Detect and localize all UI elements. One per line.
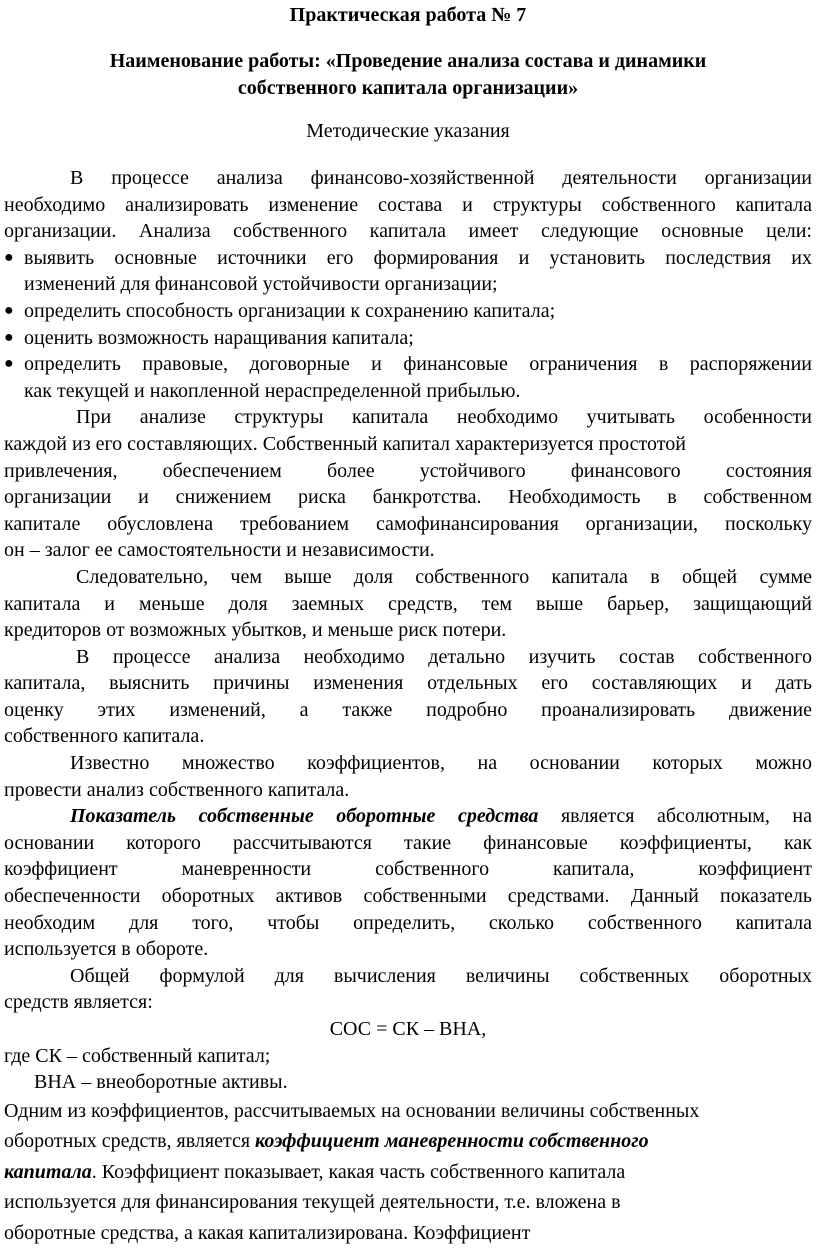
- p6-line-6: используется в обороте.: [4, 938, 209, 961]
- formula: СОС = СК – ВНА,: [329, 1018, 487, 1040]
- p6-line-4: обеспеченности оборотных активов собственными средствами. Данный показатель: [4, 885, 812, 908]
- p7-line-2: средств является:: [4, 991, 153, 1014]
- bullet-icon: ●: [4, 328, 14, 346]
- goal-4-line-1: определить правовые, договорные и финансовые ограничения в распоряжении: [24, 353, 812, 376]
- p6-line-2: основании которого рассчитываются такие финансовые коэффициенты, как: [4, 831, 812, 854]
- p8-line-2-plain: оборотных средств, является: [4, 1130, 256, 1153]
- intro-line-2: необходимо анализировать изменение состава и структуры собственного капитала: [4, 193, 812, 216]
- goal-2: определить способность организации к сохранению капитала;: [24, 299, 556, 322]
- p2-line-3: привлечения, обеспечением более устойчивого финансового состояния: [4, 459, 812, 482]
- p8-line-3: [4, 1157, 812, 1188]
- intro-line-3: организации. Анализа собственного капитала имеет следующие основные цели:: [4, 220, 812, 243]
- bullet-icon: ●: [4, 248, 14, 266]
- list-item: [4, 298, 812, 325]
- p4-line-2: капитала, выяснить причины изменения отдельных его составляющих и дать: [4, 672, 812, 695]
- work-name: [0, 48, 816, 102]
- p2-line-6: он – залог ее самостоятельности и независимости.: [4, 539, 435, 562]
- goal-3: оценить возможность наращивания капитала;: [24, 326, 414, 349]
- work-name-line-1: Наименование работы: «Проведение анализа состава и динамики: [109, 50, 707, 72]
- work-name-line-2: собственного капитала организации»: [237, 77, 579, 99]
- p6-line-3: коэффициент маневренности собственного капитала, коэффициент: [4, 858, 812, 881]
- term-capital: капитала: [4, 1160, 92, 1183]
- where-line-1: где СК – собственный капитал;: [4, 1044, 271, 1067]
- goal-1-line-1: выявить основные источники его формирования и установить последствия их: [24, 246, 812, 269]
- p3-line-1: Следовательно, чем выше доля собственного капитала в общей сумме: [76, 565, 812, 588]
- p3-line-2: капитала и меньше доля заемных средств, тем выше барьер, защищающий: [4, 592, 812, 615]
- p4-line-1: В процессе анализа необходимо детально изучить состав собственного: [76, 645, 812, 668]
- p6-line-1: [4, 803, 812, 830]
- bullet-icon: ●: [4, 301, 14, 319]
- p8-line-2: [4, 1126, 812, 1157]
- p6-line-1-rest: является абсолютным, на: [538, 805, 812, 828]
- list-item: [4, 351, 812, 378]
- p2-line-2: каждой из его составляющих. Собственный капитал характеризуется простотой: [4, 432, 686, 455]
- page-title: Практическая работа № 7: [289, 4, 527, 26]
- goal-4-line-2: как текущей и накопленной нераспределенной прибылью.: [24, 379, 521, 402]
- list-item: [4, 325, 812, 352]
- where-line-2: ВНА – внеоборотные активы.: [34, 1071, 288, 1094]
- p5-line-2: провести анализ собственного капитала.: [4, 778, 350, 801]
- p4-line-3: оценку этих изменений, а также подробно проанализировать движение: [4, 698, 812, 721]
- intro-line-1: В процессе анализа финансово-хозяйственной деятельности организации: [70, 167, 812, 189]
- p7-line-1: Общей формулой для вычисления величины собственных оборотных: [70, 964, 812, 987]
- term-own-working-capital: Показатель собственные оборотные средства: [70, 805, 539, 828]
- term-maneuverability-coefficient: коэффициент маневренности собственного: [255, 1130, 649, 1153]
- p5-line-1: Известно множество коэффициентов, на основании которых можно: [70, 752, 812, 775]
- p8-line-5: оборотные средства, а какая капитализирована. Коэффициент: [4, 1221, 531, 1244]
- section-heading: Методические указания: [306, 120, 510, 142]
- p4-line-4: собственного капитала.: [4, 725, 205, 748]
- goal-1-line-2: изменений для финансовой устойчивости организации;: [24, 273, 498, 296]
- p2-line-4: организации и снижением риска банкротства. Необходимость в собственном: [4, 486, 812, 509]
- p8-line-1: Одним из коэффициентов, рассчитываемых на основании величины собственных: [4, 1099, 700, 1122]
- p2-line-1: При анализе структуры капитала необходимо учитывать особенности: [76, 406, 812, 429]
- p2-line-5: капитале обусловлена требованием самофинансирования организации, поскольку: [4, 512, 812, 535]
- p3-line-3: кредиторов от возможных убытков, и меньше риск потери.: [4, 619, 507, 642]
- bullet-icon: ●: [4, 355, 14, 373]
- p8-line-3-rest: . Коэффициент показывает, какая часть собственного капитала: [91, 1160, 626, 1183]
- p6-line-5: необходим для того, чтобы определить, сколько собственного капитала: [4, 911, 812, 934]
- p8: [4, 1096, 812, 1249]
- document-body: [4, 165, 812, 1248]
- list-item: [4, 245, 812, 272]
- p8-line-4: используется для финансирования текущей деятельности, т.е. вложена в: [4, 1191, 621, 1214]
